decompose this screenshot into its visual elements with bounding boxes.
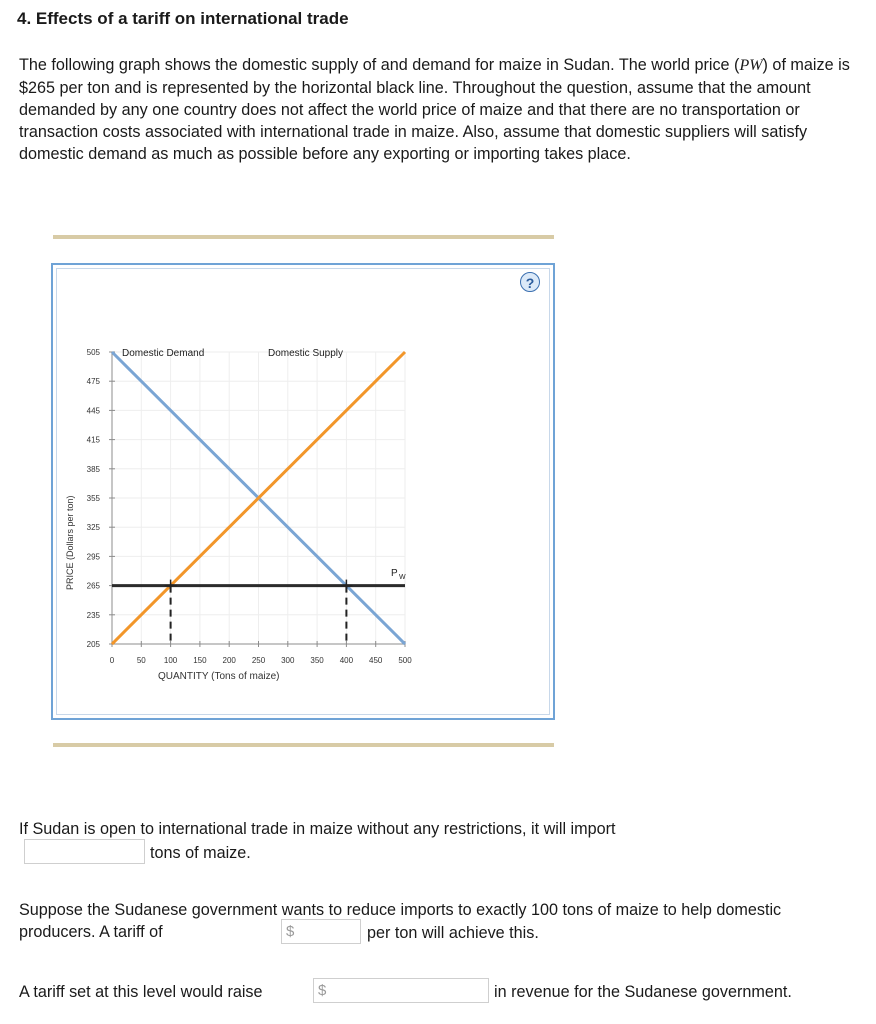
y-axis-title: PRICE (Dollars per ton) [65,495,75,590]
y-tick-label: 355 [86,494,100,503]
y-tick-label: 235 [86,610,100,620]
x-tick-label: 0 [109,656,115,665]
x-tick-label: 150 [193,656,207,665]
x-axis-title: QUANTITY (Tons of maize) [158,671,280,682]
world-price-label: P [391,568,398,579]
revenue-currency-symbol: $ [318,982,327,999]
question-3-prefix: A tariff set at this level would raise [19,983,263,1001]
supply-curve-label: Domestic Supply [268,348,344,359]
tariff-currency-symbol: $ [286,923,295,940]
world-price-symbol: PW [739,57,763,74]
x-tick-label: 400 [339,656,354,665]
help-button[interactable]: ? [520,272,540,292]
question-1-text: If Sudan is open to international trade in maize without any restrictions, it will import [19,820,616,838]
question-2-suffix: per ton will achieve this. [367,924,539,942]
x-tick-label: 450 [369,656,383,665]
intro-text-part2: ) of maize is $265 per ton and is represented by the horizontal black line. Throughout the question, assume that the amount demanded by any one country does not affect the world price of maize and that there are no transportation or transaction costs associated with international trade in maize. Also, assume that domestic suppliers will satisfy domestic demand as much as possible before any exporting or importing takes place. [19,56,850,163]
x-tick-label: 200 [222,656,236,665]
y-tick-label: 415 [86,435,100,445]
x-tick-label: 50 [136,656,146,665]
tariff-answer-input[interactable] [281,919,361,944]
y-tick-label: 475 [86,377,100,387]
world-price-label-subscript: W [399,574,406,581]
x-tick-label: 100 [163,656,178,665]
revenue-answer-input[interactable] [313,978,489,1003]
y-tick-label: 265 [86,581,100,591]
x-tick-label: 500 [398,656,412,665]
question-2-prefix: Suppose the Sudanese government wants to reduce imports to exactly 100 tons of maize to help domestic producers. A tariff of [19,901,782,941]
question-1-suffix: tons of maize. [150,844,251,862]
demand-curve-label: Domestic Demand [122,348,205,359]
x-tick-label: 350 [310,656,324,665]
bottom-divider [53,743,554,747]
question-3-suffix: in revenue for the Sudanese government. [494,983,792,1001]
y-tick-label: 205 [86,640,100,649]
y-tick-label: 295 [86,552,100,562]
x-tick-label: 300 [281,656,295,665]
intro-text-part1: The following graph shows the domestic supply of and demand for maize in Sudan. The world price ( [19,56,740,74]
y-tick-label: 385 [86,464,100,474]
x-tick-label: 250 [251,656,266,665]
y-tick-label: 445 [86,406,100,416]
y-tick-label: 325 [86,523,100,533]
imports-answer-input[interactable] [24,839,145,864]
section-heading: 4. Effects of a tariff on international trade [17,9,349,28]
y-tick-label: 505 [86,348,100,357]
